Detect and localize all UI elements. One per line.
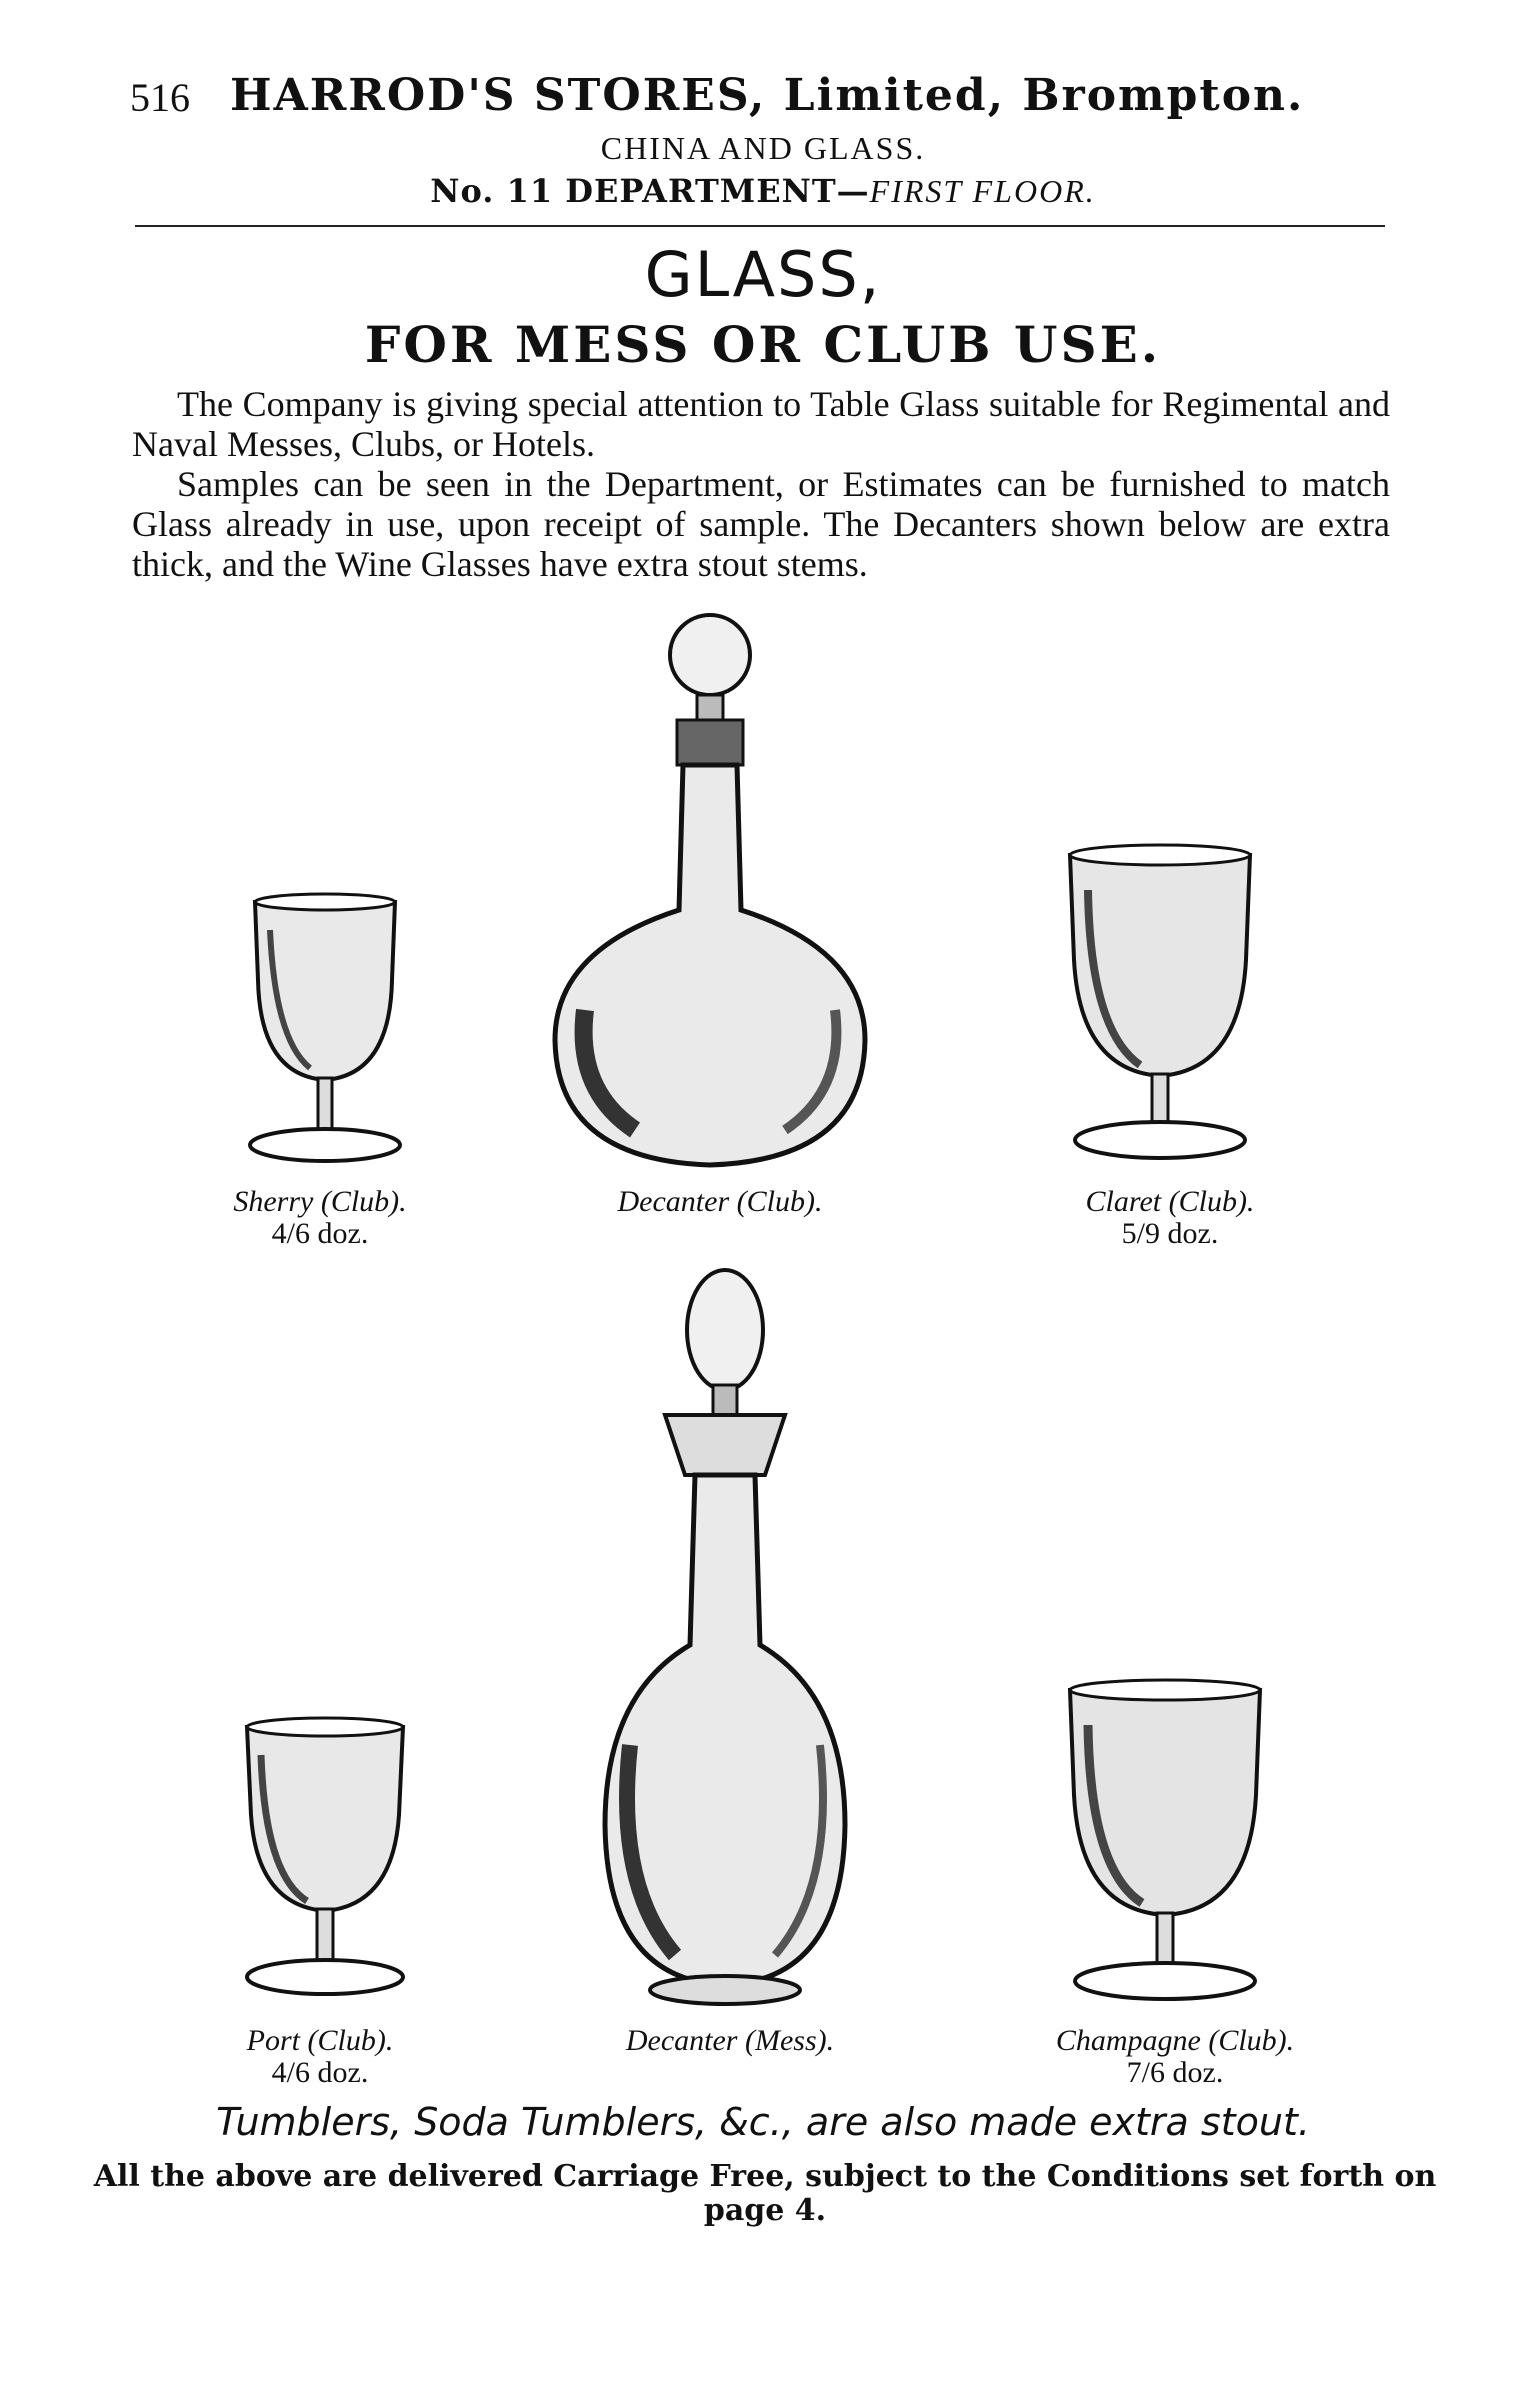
champagne-glass-illustration — [1060, 1675, 1270, 2010]
department-floor: FIRST FLOOR. — [869, 173, 1096, 209]
page-number: 516 — [130, 75, 190, 120]
item-type: (Club). — [736, 1185, 823, 1218]
department-line — [0, 172, 1526, 210]
item-type: (Club). — [320, 1185, 407, 1218]
decanter-club-illustration — [545, 610, 875, 1170]
store-name: HARROD'S STORES, Limited, Brompton. — [230, 70, 1305, 121]
decanter-mess-illustration — [595, 1265, 855, 2015]
page-header — [130, 70, 1390, 130]
sherry-glass-illustration — [240, 890, 410, 1170]
item-name: Decanter — [625, 2024, 738, 2057]
item-name: Port — [246, 2024, 300, 2057]
item-name: Sherry — [233, 1185, 314, 1218]
item-name: Decanter — [617, 1185, 730, 1218]
port-glass-illustration — [235, 1715, 415, 2005]
claret-glass-illustration — [1060, 840, 1260, 1170]
page-subtitle: FOR MESS OR CLUB USE. — [364, 315, 1162, 374]
header-rule — [135, 225, 1385, 227]
footer-note: All the above are delivered Carriage Free, subject to the Conditions set forth on page 4. — [93, 2159, 1437, 2228]
item-price: 4/6 doz. — [271, 1217, 369, 1250]
department-prefix: No. 11 DEPARTMENT— — [430, 172, 870, 210]
intro-paragraph-1: The Company is giving special attention to Table Glass suitable for Regimental and Naval Messes, Clubs, or Hotels. — [132, 384, 1390, 464]
item-type: (Mess). — [744, 2024, 835, 2057]
item-type: (Club). — [1168, 1185, 1255, 1218]
intro-paragraph-2: Samples can be seen in the Department, or Estimates can be furnished to match Glass already in use, upon receipt of sample. The Decanters shown below are extra thick, and the Wine Glasses have extra stout stems. — [132, 464, 1390, 584]
item-price: 7/6 doz. — [1126, 2056, 1224, 2089]
item-price: 5/9 doz. — [1121, 1217, 1219, 1250]
item-name: Champagne — [1055, 2024, 1201, 2057]
caption-champagne — [1010, 2025, 1340, 2089]
item-type: (Club). — [307, 2024, 394, 2057]
caption-decanter-mess — [580, 2025, 880, 2057]
item-price: 4/6 doz. — [271, 2056, 369, 2089]
item-name: Claret — [1085, 1185, 1162, 1218]
caption-port — [180, 2025, 460, 2089]
page-title: GLASS, — [644, 238, 882, 311]
caption-decanter-club — [570, 1186, 870, 1218]
tumblers-note: Tumblers, Soda Tumblers, &c., are also made extra stout. — [216, 2100, 1310, 2144]
caption-sherry — [180, 1186, 460, 1250]
item-type: (Club). — [1208, 2024, 1295, 2057]
section-name: CHINA AND GLASS. — [600, 130, 926, 166]
caption-claret — [1030, 1186, 1310, 1250]
